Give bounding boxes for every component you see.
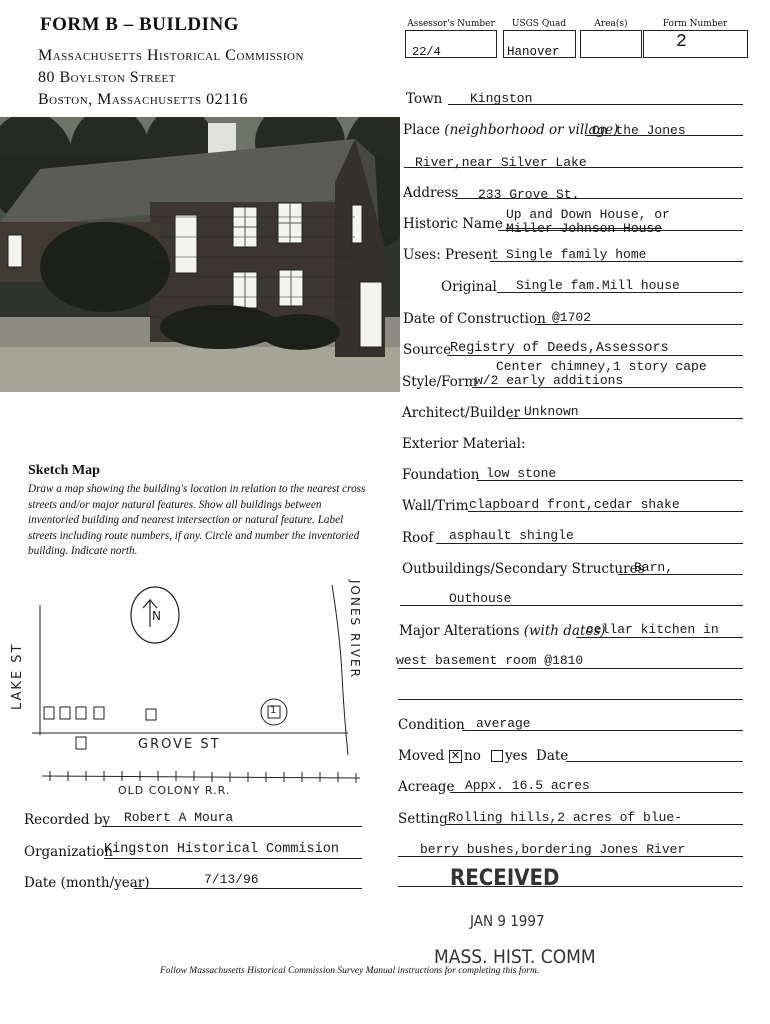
moved-label: Moved (398, 748, 445, 764)
assessor-value: 22/4 (412, 45, 441, 59)
condition-label: Condition (398, 717, 465, 733)
roof-label: Roof (402, 530, 434, 546)
usgs-label: USGS Quad (511, 19, 567, 29)
recorder-date-label: Date (month/year) (24, 875, 150, 891)
assessor-box[interactable] (405, 30, 497, 58)
alterations-label (399, 623, 606, 639)
recorder-date-value: 7/13/96 (204, 872, 259, 887)
source-label: Source (403, 342, 452, 358)
org-name: Massachusetts Historical Commission (38, 47, 304, 64)
form-number-box[interactable] (643, 30, 748, 58)
exterior-material-label: Exterior Material: (402, 436, 526, 452)
footer-instructions: Follow Massachusetts Historical Commission Survey Manual instructions for completing this form. (160, 966, 540, 976)
sketch-map-drawing (10, 575, 390, 805)
wall-trim-value: clapboard front,cedar shake (469, 497, 680, 512)
place-hint: (neighborhood or village) (444, 122, 619, 138)
historic-name-label: Historic Name (403, 216, 503, 232)
historic-name-value-2: Miller Johnson House (506, 221, 663, 236)
moved-no-checkbox[interactable]: ✕ (450, 749, 461, 762)
recorded-by-value: Robert A Moura (124, 810, 234, 825)
address-value: 233 Grove St. (478, 187, 580, 202)
outbuildings-value-1: Barn, (634, 560, 674, 575)
building-photo (0, 117, 400, 392)
foundation-value: low stone (486, 466, 557, 481)
historic-name-value-1: Up and Down House, or (506, 207, 670, 222)
sketch-map-instructions: Draw a map showing the building's location in relation to the nearest cross streets and/or major natural features. Show all buildings between inventoried building and nearest intersection or natural feature. Label streets including route numbers, if any. Circle and number the inventoried building. Indicate north. (28, 483, 366, 557)
alterations-line-3[interactable] (398, 699, 743, 700)
usgs-box[interactable] (503, 30, 576, 58)
town-value: Kingston (470, 91, 533, 106)
alterations-hint: (with dates) (523, 623, 606, 639)
alterations-line-2[interactable] (398, 668, 743, 669)
lake-st-label: LAKE ST (10, 642, 25, 710)
old-colony-label: OLD COLONY R.R. (118, 784, 231, 797)
moved-yes-checkbox[interactable] (491, 750, 503, 762)
recorded-by-label: Recorded by (24, 812, 111, 828)
style-form-value-1: Center chimney,1 story cape (496, 359, 707, 374)
uses-original-value: Single fam.Mill house (516, 278, 680, 293)
style-form-value-2: w/2 early additions (475, 373, 624, 388)
setting-value-1: Rolling hills,2 acres of blue- (448, 810, 683, 825)
architect-label: Architect/Builder (402, 405, 521, 421)
building-number: 1 (270, 705, 277, 716)
org-city: Boston, Massachusetts 02116 (38, 91, 249, 108)
house-photo-image (0, 117, 400, 392)
usgs-value: Hanover (507, 45, 560, 59)
form-title: FORM B – BUILDING (40, 14, 240, 35)
uses-present-value: Single family home (506, 247, 647, 262)
setting-label: Setting (398, 811, 448, 827)
organization-label: Organization (24, 844, 113, 860)
uses-present-label: Uses: Present (403, 247, 498, 263)
area-box[interactable] (580, 30, 642, 58)
acreage-value: Appx. 16.5 acres (465, 778, 590, 793)
moved-yes-label: yes (505, 748, 528, 764)
uses-original-label: Original (441, 279, 497, 295)
architect-value: Unknown (524, 404, 579, 419)
condition-value: average (476, 716, 531, 731)
form-number-value: 2 (676, 32, 687, 52)
foundation-label: Foundation (402, 467, 480, 483)
source-value: Registry of Deeds,Assessors (450, 341, 669, 356)
organization-line[interactable] (104, 858, 362, 859)
place-value-2: River,near Silver Lake (415, 155, 587, 170)
north-label: N (152, 609, 163, 623)
alterations-line-1[interactable] (576, 637, 743, 638)
assessor-label: Assessor's Number (407, 19, 495, 29)
acreage-label: Acreage (398, 779, 455, 795)
alterations-label-text: Major Alterations (399, 623, 520, 639)
moved-date-line[interactable] (566, 761, 743, 762)
recorder-date-line[interactable] (134, 888, 362, 889)
moved-no-label: no (464, 748, 481, 764)
date-construction-value: @1702 (552, 310, 592, 325)
grove-st-label: GROVE ST (138, 737, 221, 752)
outbuildings-value-2: Outhouse (449, 591, 512, 606)
date-construction-label: Date of Construction (403, 311, 546, 327)
moved-date-label: Date (536, 748, 569, 764)
style-form-label: Style/Form (402, 374, 478, 390)
roof-line[interactable] (436, 543, 743, 544)
place-value-1: On the Jones (592, 123, 686, 138)
received-stamp: RECEIVED (450, 866, 560, 891)
town-label: Town (406, 91, 443, 107)
received-office: MASS. HIST. COMM (434, 946, 596, 968)
roof-value: asphault shingle (449, 528, 574, 543)
place-label-text: Place (403, 122, 440, 138)
organization-value: Kingston Historical Commision (104, 842, 339, 857)
form-number-label: Form Number (662, 19, 728, 29)
jones-river-label: JONES RIVER (348, 580, 362, 679)
recorded-by-line[interactable] (102, 826, 362, 827)
alterations-value-1: cellar kitchen in (586, 622, 719, 637)
area-label: Area(s) (594, 19, 628, 29)
org-street: 80 Boylston Street (38, 69, 176, 86)
wall-trim-label: Wall/Trim (402, 498, 469, 514)
received-date: JAN 9 1997 (470, 912, 545, 930)
alterations-value-2: west basement room @1810 (396, 653, 584, 668)
setting-value-2: berry bushes,bordering Jones River (420, 842, 686, 857)
address-label: Address (403, 185, 459, 201)
outbuildings-label: Outbuildings/Secondary Structures (402, 561, 645, 577)
sketch-map-heading: Sketch Map (28, 463, 100, 478)
stamp-line (398, 886, 743, 887)
